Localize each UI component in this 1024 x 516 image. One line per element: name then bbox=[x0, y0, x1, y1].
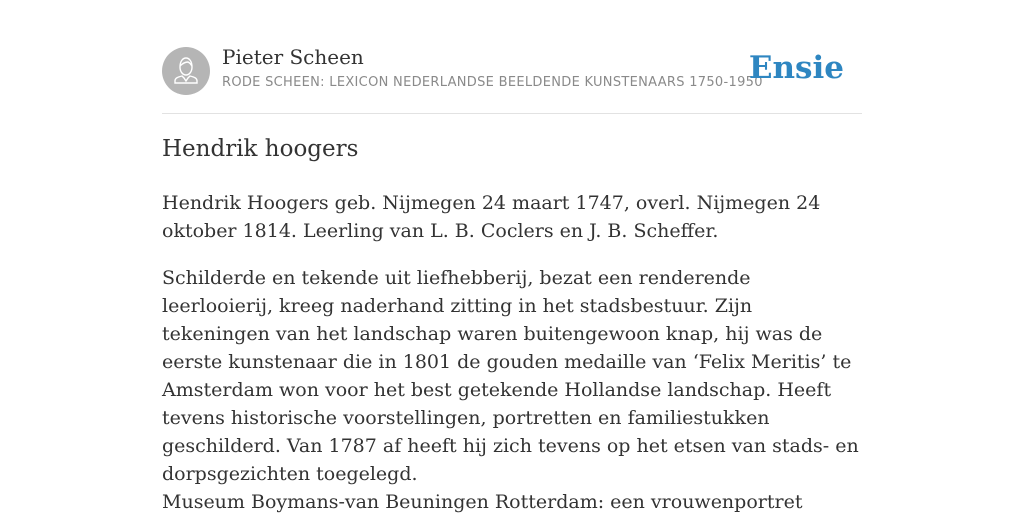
article-header bbox=[162, 0, 862, 114]
page-title: Hendrik hoogers bbox=[162, 136, 359, 162]
author-name[interactable]: Pieter Scheen bbox=[222, 45, 364, 69]
body-paragraph: Museum Boymans-van Beuningen Rotterdam: een vrouwenportret bbox=[162, 491, 803, 513]
user-icon bbox=[162, 47, 210, 95]
body-paragraph: Hendrik Hoogers geb. Nijmegen 24 maart 1747, overl. Nijmegen 24 oktober 1814. Leerling van L. B. Coclers en J. B. Scheffer. bbox=[162, 192, 821, 242]
avatar[interactable] bbox=[162, 47, 210, 95]
brand-logo[interactable]: Ensie bbox=[748, 50, 844, 86]
body-paragraph: Schilderde en tekende uit liefhebberij, bezat een renderende leerlooierij, kreeg naderhand zitting in het stadsbestuur. Zijn tekeningen van het landschap waren buitengewoon knap, hij was de eerste kunstenaar die in 1801 de gouden medaille van ‘Felix Meritis’ te Amsterdam won voor het best getekende Hollandse landschap. Heeft tevens historische voorstellingen, portretten en familiestukken geschilderd. Van 1787 af heeft hij zich tevens op het etsen van stads- en dorpsgezichten toegelegd. bbox=[162, 267, 859, 485]
source-title[interactable]: RODE SCHEEN: LEXICON NEDERLANDSE BEELDENDE KUNSTENAARS 1750-1950 bbox=[222, 75, 763, 90]
article-page bbox=[162, 0, 862, 513]
